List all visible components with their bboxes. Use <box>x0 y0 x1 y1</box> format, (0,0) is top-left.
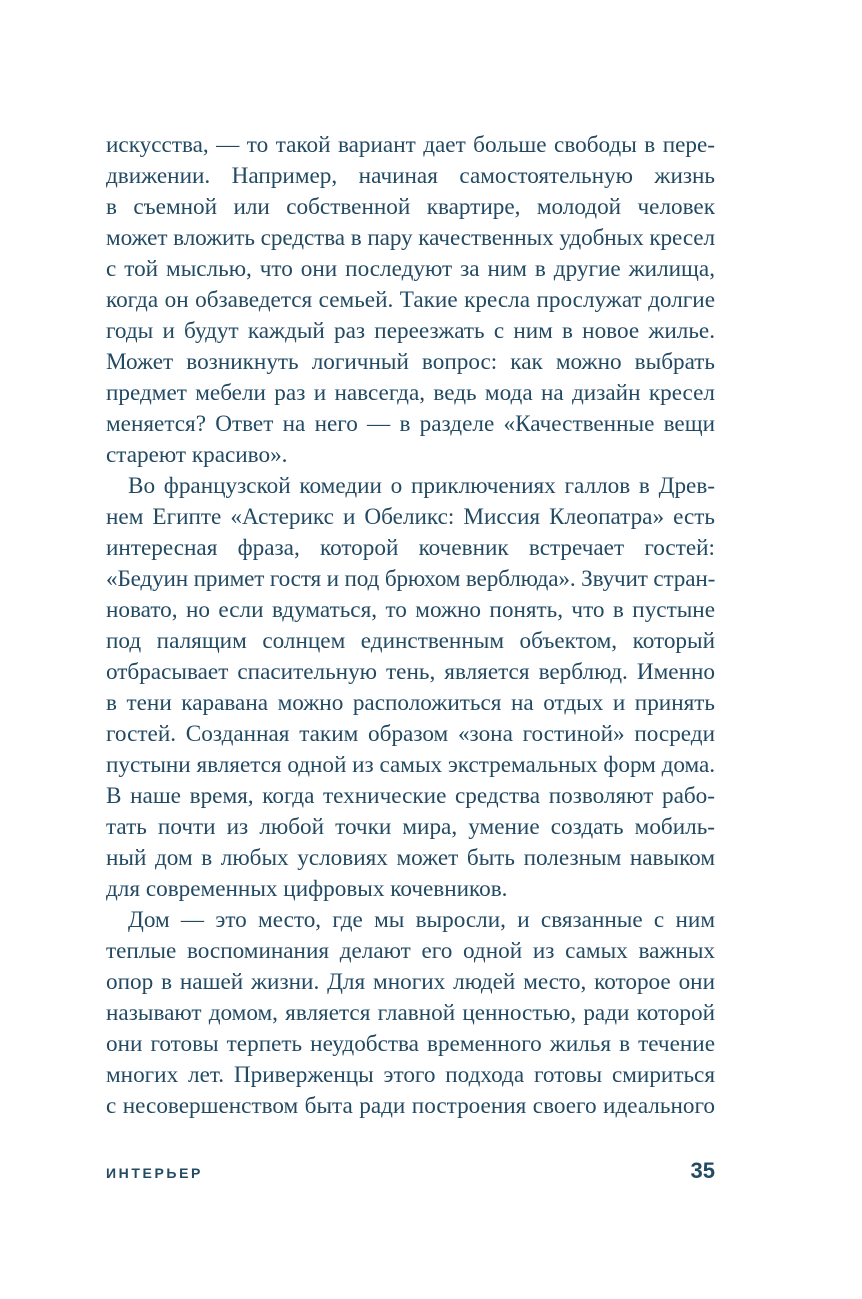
text-line: с несовершенством быта ради построения своего идеального <box>106 1093 715 1119</box>
text-line: Во французской комедии о приключениях галлов в Древ- <box>128 473 715 499</box>
text-line: многих лет. Приверженцы этого подхода готовы смириться <box>106 1062 715 1088</box>
text-line: пустыни является одной из самых экстремальных форм дома. <box>106 752 716 778</box>
body-text <box>106 130 715 1122</box>
text-line: тать почти из любой точки мира, умение создать мобиль- <box>106 814 715 840</box>
text-line: когда он обзаведется семьей. Такие кресла прослужат долгие <box>106 287 715 313</box>
text-line: может вложить средства в пару качественных удобных кресел <box>106 225 715 251</box>
page-number: 35 <box>690 1158 715 1183</box>
text-line: для современных цифровых кочевников. <box>106 876 508 902</box>
text-line: теплые воспоминания делают его одной из самых важных <box>106 938 715 964</box>
text-line: Дом — это место, где мы выросли, и связанные с ним <box>128 907 715 933</box>
text-line: с той мыслью, что они последуют за ним в другие жилища, <box>106 256 715 282</box>
text-line: опор в нашей жизни. Для многих людей место, которое они <box>106 969 715 995</box>
text-line: новато, но если вдуматься, то можно понять, что в пустыне <box>106 597 715 623</box>
text-line: гостей. Созданная таким образом «зона гостиной» посреди <box>106 721 715 747</box>
text-line: называют домом, является главной ценностью, ради которой <box>106 1000 715 1026</box>
text-line: годы и будут каждый раз переезжать с ним в новое жилье. <box>106 318 715 344</box>
text-line: интересная фраза, которой кочевник встречает гостей: <box>106 535 715 561</box>
text-line: ный дом в любых условиях может быть полезным навыком <box>106 845 715 871</box>
text-line: В наше время, когда технические средства позволяют рабо- <box>106 783 715 809</box>
text-line: искусства, — то такой вариант дает больше свободы в пере- <box>106 132 715 158</box>
text-line: в тени каравана можно расположиться на отдых и принять <box>106 690 715 716</box>
text-line: меняется? Ответ на него — в разделе «Качественные вещи <box>106 411 715 437</box>
text-line: нем Египте «Астерикс и Обеликс: Миссия Клеопатра» есть <box>106 504 715 530</box>
text-line: «Бедуин примет гостя и под брюхом верблюда». Звучит стран- <box>106 566 716 592</box>
text-line: стареют красиво». <box>106 442 288 468</box>
text-line: под палящим солнцем единственным объектом, который <box>106 628 715 654</box>
text-line: они готовы терпеть неудобства временного жилья в течение <box>106 1031 715 1057</box>
text-line: в съемной или собственной квартире, молодой человек <box>106 194 715 220</box>
text-line: движении. Например, начиная самостоятельную жизнь <box>106 163 715 189</box>
text-line: предмет мебели раз и навсегда, ведь мода на дизайн кресел <box>106 380 715 406</box>
text-line: отбрасывает спасительную тень, является верблюд. Именно <box>106 659 715 685</box>
running-footer-section: ИНТЕРЬЕР <box>106 1165 203 1181</box>
text-line: Может возникнуть логичный вопрос: как можно выбрать <box>106 349 715 375</box>
